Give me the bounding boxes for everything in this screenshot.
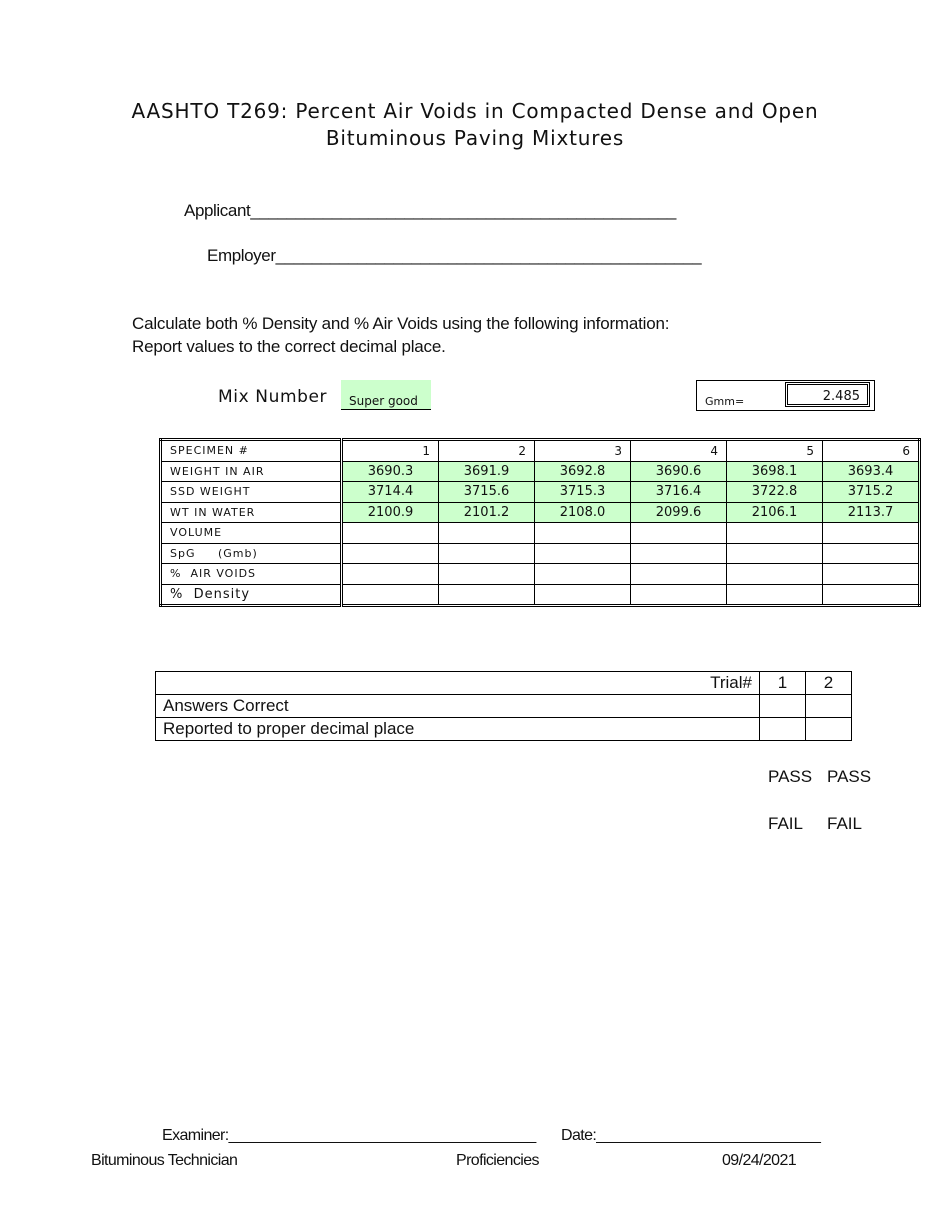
fail-option-trial-1[interactable]: FAIL <box>768 814 803 833</box>
data-cell: 3690.6 <box>631 461 727 482</box>
answer-cell[interactable] <box>439 543 535 564</box>
answer-cell[interactable] <box>727 584 823 606</box>
row-label: VOLUME <box>161 523 342 544</box>
trial-table <box>155 671 852 741</box>
trial-number: 1 <box>760 672 806 695</box>
pass-option-trial-2[interactable]: PASS <box>827 767 872 786</box>
row-label: SSD WEIGHT <box>161 482 342 503</box>
title-line-1: AASHTO T269: Percent Air Voids in Compacted Dense and Open <box>131 99 819 123</box>
pass-option-trial-1[interactable]: PASS <box>768 767 813 786</box>
data-cell: 3715.3 <box>535 482 631 503</box>
row-label: WT IN WATER <box>161 502 342 523</box>
gmm-value: 2.485 <box>785 382 870 407</box>
volume-row <box>161 523 920 544</box>
answer-cell[interactable] <box>439 584 535 606</box>
specimen-number: 1 <box>342 440 439 462</box>
answer-cell[interactable] <box>823 584 920 606</box>
answer-cell[interactable] <box>342 564 439 585</box>
examiner-field[interactable]: Examiner:_____________________________________ <box>162 1127 536 1144</box>
trial-check-cell[interactable] <box>806 695 852 718</box>
instructions-line-2: Report values to the correct decimal place. <box>132 337 446 356</box>
ssd-weight-row <box>161 482 920 503</box>
trial-row-label: Answers Correct <box>156 695 760 718</box>
data-cell: 3690.3 <box>342 461 439 482</box>
data-cell: 3693.4 <box>823 461 920 482</box>
data-cell: 3698.1 <box>727 461 823 482</box>
trial-row-label: Reported to proper decimal place <box>156 718 760 741</box>
decimal-place-row <box>156 718 852 741</box>
trial-check-cell[interactable] <box>806 718 852 741</box>
trial-number: 2 <box>806 672 852 695</box>
specimen-number: 2 <box>439 440 535 462</box>
gmm-box <box>696 380 875 411</box>
specimen-number: 5 <box>727 440 823 462</box>
answer-cell[interactable] <box>823 523 920 544</box>
answer-cell[interactable] <box>631 564 727 585</box>
density-row <box>161 584 920 606</box>
specimen-number: 3 <box>535 440 631 462</box>
trial-check-cell[interactable] <box>760 695 806 718</box>
trial-header-row <box>156 672 852 695</box>
trial-check-cell[interactable] <box>760 718 806 741</box>
mix-number-label: Mix Number <box>218 387 328 407</box>
data-cell: 3722.8 <box>727 482 823 503</box>
row-label: % AIR VOIDS <box>161 564 342 585</box>
answer-cell[interactable] <box>342 584 439 606</box>
gmm-label: Gmm= <box>705 395 745 408</box>
footer-date: 09/24/2021 <box>722 1152 797 1169</box>
answer-cell[interactable] <box>727 523 823 544</box>
specimen-table <box>159 438 921 607</box>
specimen-number: 6 <box>823 440 920 462</box>
data-cell: 3716.4 <box>631 482 727 503</box>
data-cell: 2101.2 <box>439 502 535 523</box>
title-line-2: Bituminous Paving Mixtures <box>325 126 625 150</box>
data-cell: 3714.4 <box>342 482 439 503</box>
answer-cell[interactable] <box>823 564 920 585</box>
employer-field[interactable]: Employer_______________________________________________ <box>207 246 702 265</box>
mix-number-field[interactable]: Super good <box>341 380 431 410</box>
answer-cell[interactable] <box>631 543 727 564</box>
date-field[interactable]: Date:___________________________ <box>561 1127 821 1144</box>
answer-cell[interactable] <box>823 543 920 564</box>
instructions-line-1: Calculate both % Density and % Air Voids using the following information: <box>132 314 670 333</box>
data-cell: 3715.6 <box>439 482 535 503</box>
trial-header: Trial# <box>156 672 760 695</box>
answers-correct-row <box>156 695 852 718</box>
answer-cell[interactable] <box>439 564 535 585</box>
data-cell: 2100.9 <box>342 502 439 523</box>
data-cell: 2113.7 <box>823 502 920 523</box>
data-cell: 2106.1 <box>727 502 823 523</box>
instructions <box>132 312 669 358</box>
answer-cell[interactable] <box>342 543 439 564</box>
data-cell: 2099.6 <box>631 502 727 523</box>
answer-cell[interactable] <box>535 543 631 564</box>
answer-cell[interactable] <box>631 584 727 606</box>
data-cell: 2108.0 <box>535 502 631 523</box>
answer-cell[interactable] <box>342 523 439 544</box>
data-cell: 3692.8 <box>535 461 631 482</box>
answer-cell[interactable] <box>631 523 727 544</box>
footer-left: Bituminous Technician <box>91 1152 238 1169</box>
specimen-number: 4 <box>631 440 727 462</box>
row-label: % Density <box>161 584 342 606</box>
row-label: WEIGHT IN AIR <box>161 461 342 482</box>
answer-cell[interactable] <box>535 523 631 544</box>
spg-row <box>161 543 920 564</box>
specimen-header-label: SPECIMEN # <box>161 440 342 462</box>
air-voids-row <box>161 564 920 585</box>
row-label: SpG (Gmb) <box>161 543 342 564</box>
answer-cell[interactable] <box>439 523 535 544</box>
data-cell: 3715.2 <box>823 482 920 503</box>
wt-in-water-row <box>161 502 920 523</box>
specimen-number-row <box>161 440 920 462</box>
answer-cell[interactable] <box>535 584 631 606</box>
page-title <box>0 98 950 152</box>
answer-cell[interactable] <box>727 543 823 564</box>
weight-in-air-row <box>161 461 920 482</box>
answer-cell[interactable] <box>727 564 823 585</box>
answer-cell[interactable] <box>535 564 631 585</box>
footer-center: Proficiencies <box>456 1152 539 1169</box>
fail-option-trial-2[interactable]: FAIL <box>827 814 862 833</box>
applicant-field[interactable]: Applicant_______________________________________________ <box>184 201 676 220</box>
data-cell: 3691.9 <box>439 461 535 482</box>
